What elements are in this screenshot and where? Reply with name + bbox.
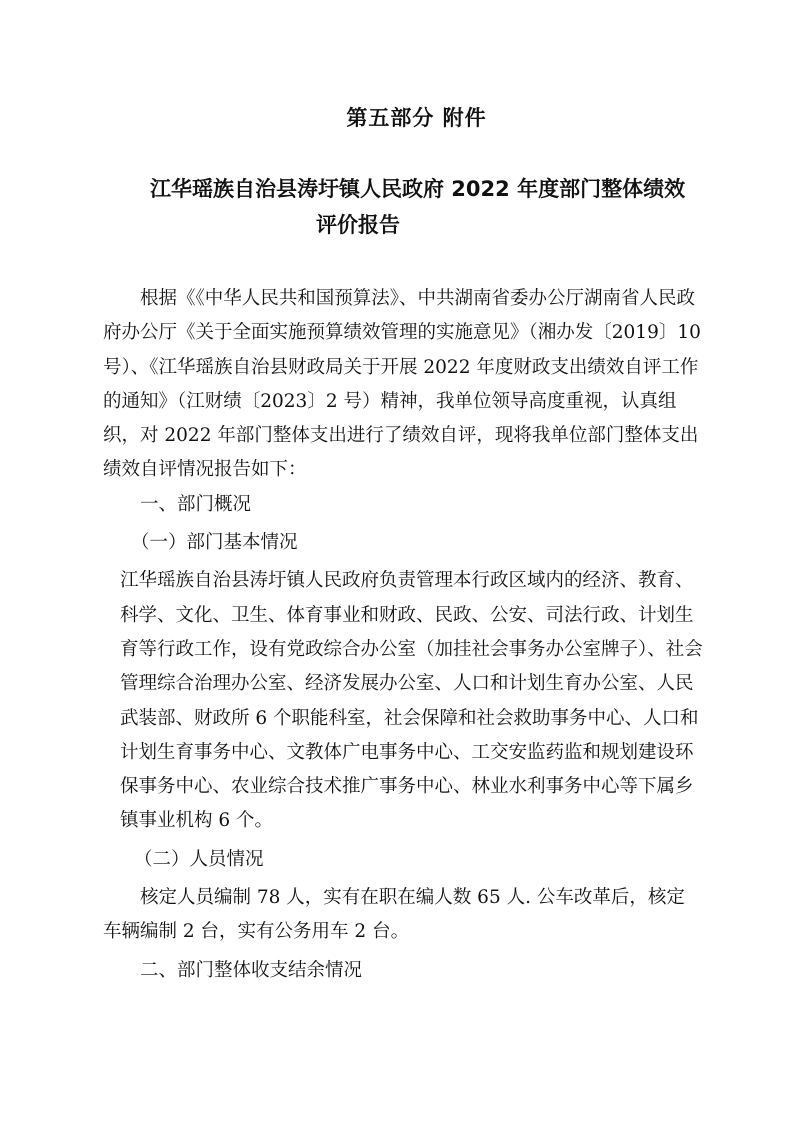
basic-info-paragraph: 江华瑶族自治县涛圩镇人民政府负责管理本行政区域内的经济、教育、科学、文化、卫生、体育事业和财政、民政、公安、司法行政、计划生育等行政工作，设有党政综合办公室（加挂社会事务办公室牌子）、社会管理综合治理办公室、经济发展办公室、人口和计划生育办公室、人民武装部、财政所 6 个职能科室，社会保障和社会救助事务中心、人口和计划生育事务中心、文教体广电事务中心、工交安监药监和规划建设环保事务中心、农业综合技术推广事务中心、林业水利事务中心等下属乡镇事业机构 6 个。 xyxy=(120,570,703,832)
section-heading-1: 一、部门概况 xyxy=(140,493,252,515)
subsection-heading-1-2: （二）人员情况 xyxy=(134,848,264,870)
document-title xyxy=(150,171,710,243)
intro-paragraph: 根据《《中华人民共和国预算法》、中共湖南省委办公厅湖南省人民政府办公厅《关于全面实施预算绩效管理的实施意见》（湘办发〔2019〕10 号）、《江华瑶族自治县财政局关于开展 2022 年度财政支出绩效自评工作的通知》（江财绩〔2023〕2 号）精神，我单位领导高度重视，认真组织，对 2022 年部门整体支出进行了绩效自评，现将我单位部门整体支出绩效自评情况报告如下： xyxy=(103,288,701,481)
document-title-line-1: 江华瑶族自治县涛圩镇人民政府 2022 年度部门整体绩效 xyxy=(150,177,686,201)
document-title-line-2: 评价报告 xyxy=(316,213,400,237)
subsection-heading-1-1: （一）部门基本情况 xyxy=(131,532,298,554)
staff-info-paragraph: 核定人员编制 78 人，实有在职在编人数 65 人. 公车改革后，核定车辆编制 2 台，实有公务用车 2 台。 xyxy=(103,887,685,943)
document-body xyxy=(103,282,703,988)
part-title: 第五部分 附件 xyxy=(346,106,487,130)
section-heading-2: 二、部门整体收支结余情况 xyxy=(140,959,363,981)
